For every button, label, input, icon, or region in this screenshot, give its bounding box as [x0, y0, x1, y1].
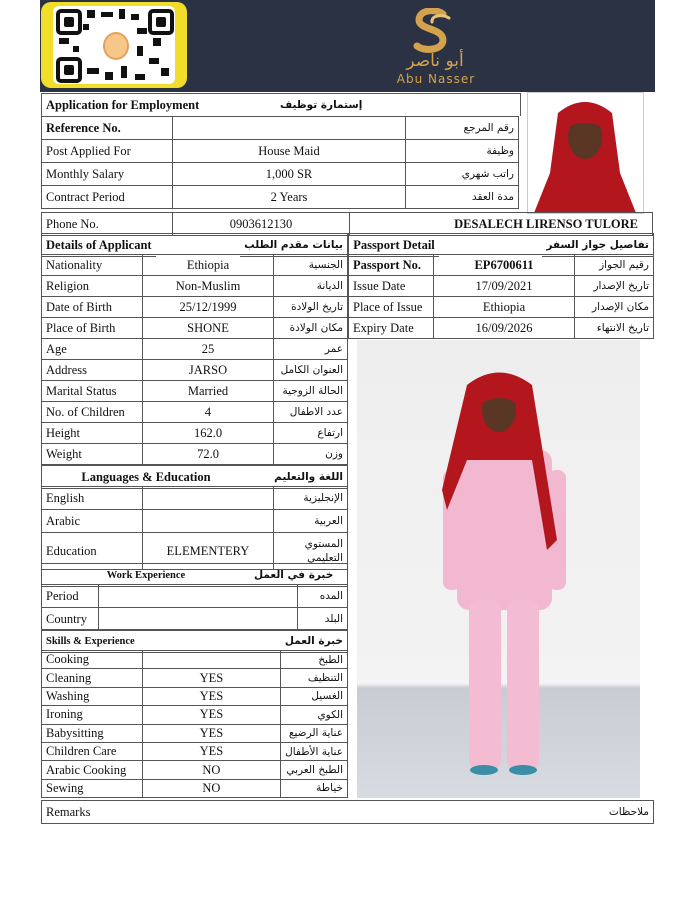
cell-ar: خياطة [281, 779, 348, 797]
cell-en: Passport No. [349, 255, 434, 276]
cell-value: NO [142, 761, 280, 779]
applicant-title-en: Details of Applicant [42, 234, 156, 257]
languages-title-en: Languages & Education [42, 466, 251, 489]
cell-value: Ethiopia [143, 255, 274, 276]
cell-ar: العنوان الكامل [274, 360, 348, 381]
applicant-rows [41, 254, 348, 465]
cell-ar: التنظيف [281, 669, 348, 687]
cell-en: Place of Birth [42, 318, 143, 339]
table-row [42, 318, 348, 339]
remarks-label-ar: ملاحظات [361, 801, 654, 824]
cell-ar: وزن [274, 444, 348, 465]
table-row [42, 779, 348, 797]
form-title-en: Application for Employment [42, 94, 261, 117]
cell-en: Religion [42, 276, 143, 297]
cell-ar: ارتفاع [274, 423, 348, 444]
cell-value: SHONE [143, 318, 274, 339]
cell-value: Non-Muslim [143, 276, 274, 297]
table-row [42, 761, 348, 779]
cell-ar: الطبخ العربي [281, 761, 348, 779]
cell-ar: الغسيل [281, 687, 348, 705]
cell-value: 4 [143, 402, 274, 423]
cell-en: Arabic Cooking [42, 761, 143, 779]
table-row: Reference No. رقم المرجع [42, 117, 519, 140]
work-title-en: Work Experience [42, 564, 251, 587]
remarks-row [41, 800, 654, 824]
cell-en: Cleaning [42, 669, 143, 687]
table-row [42, 651, 348, 669]
cell-value [142, 651, 280, 669]
cell-value: YES [142, 742, 280, 760]
cell-en: Address [42, 360, 143, 381]
cell-value: JARSO [143, 360, 274, 381]
cell-value: 162.0 [143, 423, 274, 444]
skills-title-en: Skills & Experience [42, 630, 251, 653]
cell-ar: تاريخ الانتهاء [575, 318, 654, 339]
cell-ar: الطبخ [281, 651, 348, 669]
cell-value: NO [142, 779, 280, 797]
cell-en: Marital Status [42, 381, 143, 402]
qr-code-icon [41, 2, 187, 88]
cell-ar: مكان الولادة [274, 318, 348, 339]
table-row [42, 742, 348, 760]
cell-ar: الكوي [281, 706, 348, 724]
table-row [349, 255, 654, 276]
cell-en: Expiry Date [349, 318, 434, 339]
cell-value: 25 [143, 339, 274, 360]
table-row: Arabic العربية [42, 510, 348, 533]
table-row [42, 444, 348, 465]
cell-ar: الديانة [274, 276, 348, 297]
table-row [42, 339, 348, 360]
cell-value: YES [142, 724, 280, 742]
languages-rows [41, 486, 348, 570]
cell-en: Age [42, 339, 143, 360]
table-row: Country البلد [42, 608, 348, 631]
cell-ar: مكان الإصدار [575, 297, 654, 318]
applicant-full-photo [357, 340, 640, 798]
cell-en: Date of Birth [42, 297, 143, 318]
table-row: Post Applied For House Maid وظيفة [42, 140, 519, 163]
table-row [42, 381, 348, 402]
table-row: Contract Period 2 Years مدة العقد [42, 186, 519, 209]
table-row [349, 297, 654, 318]
phone-label: Phone No. [42, 213, 173, 236]
cell-ar: عناية الأطفال [281, 742, 348, 760]
table-row [42, 687, 348, 705]
cell-en: Sewing [42, 779, 143, 797]
table-row: Period المده [42, 585, 348, 608]
brand-name-ar: أبو ناصر [406, 51, 464, 71]
passport-title-ar: تفاصيل جواز السفر [542, 234, 653, 257]
table-row [42, 276, 348, 297]
cell-en: Ironing [42, 706, 143, 724]
work-rows [41, 584, 348, 631]
work-title-ar: خبرة في العمل [250, 564, 348, 587]
passport-rows [348, 254, 654, 339]
table-row: English الإنجليزية [42, 487, 348, 510]
cell-ar: رقيم الجواز [575, 255, 654, 276]
cell-en: Height [42, 423, 143, 444]
cell-en: Place of Issue [349, 297, 434, 318]
cell-ar: تاريخ الولادة [274, 297, 348, 318]
cell-en: Babysitting [42, 724, 143, 742]
cell-value: 72.0 [143, 444, 274, 465]
cell-value: 17/09/2021 [434, 276, 575, 297]
cell-en: Children Care [42, 742, 143, 760]
cell-ar: الجنسية [274, 255, 348, 276]
skills-rows [41, 650, 348, 798]
cell-value: 25/12/1999 [143, 297, 274, 318]
form-info-table [41, 116, 519, 209]
table-row [42, 297, 348, 318]
table-row [42, 255, 348, 276]
table-row [349, 318, 654, 339]
remarks-label: Remarks [42, 801, 361, 824]
table-row [42, 706, 348, 724]
applicant-portrait [527, 92, 644, 214]
table-row [349, 276, 654, 297]
table-row [42, 669, 348, 687]
phone-value: 0903612130 [173, 213, 350, 236]
cell-ar: عناية الرضيع [281, 724, 348, 742]
cell-en: Nationality [42, 255, 143, 276]
cell-en: Weight [42, 444, 143, 465]
cell-en: Issue Date [349, 276, 434, 297]
cell-value: Ethiopia [434, 297, 575, 318]
cell-value: 16/09/2026 [434, 318, 575, 339]
table-row [42, 423, 348, 444]
cell-value: YES [142, 669, 280, 687]
cell-ar: عمر [274, 339, 348, 360]
s-logo-icon [405, 8, 457, 54]
skills-title-ar: خبرة العمل [250, 630, 348, 653]
table-row: Education ELEMENTERY المستوي التعليمي [42, 533, 348, 570]
form-title-ar: إستمارة توظيف [260, 94, 521, 117]
languages-title-ar: اللغة والتعليم [250, 466, 348, 489]
cell-ar: تاريخ الإصدار [575, 276, 654, 297]
cell-ar: عدد الاطفال [274, 402, 348, 423]
cell-value: YES [142, 706, 280, 724]
cell-value: Married [143, 381, 274, 402]
cell-ar: الحالة الزوجية [274, 381, 348, 402]
table-row [42, 402, 348, 423]
table-row: Monthly Salary 1,000 SR راتب شهري [42, 163, 519, 186]
applicant-name: DESALECH LIRENSO TULORE [350, 213, 653, 236]
applicant-title-ar: بيانات مقدم الطلب [240, 234, 347, 257]
cell-value: EP6700611 [434, 255, 575, 276]
cell-en: Washing [42, 687, 143, 705]
application-table [41, 93, 521, 116]
table-row [42, 724, 348, 742]
cell-en: No. of Children [42, 402, 143, 423]
cell-en: Cooking [42, 651, 143, 669]
cell-value: YES [142, 687, 280, 705]
passport-title-en: Passport Detail [349, 234, 439, 257]
table-row [42, 360, 348, 381]
brand-name-en: Abu Nasser [396, 72, 476, 86]
